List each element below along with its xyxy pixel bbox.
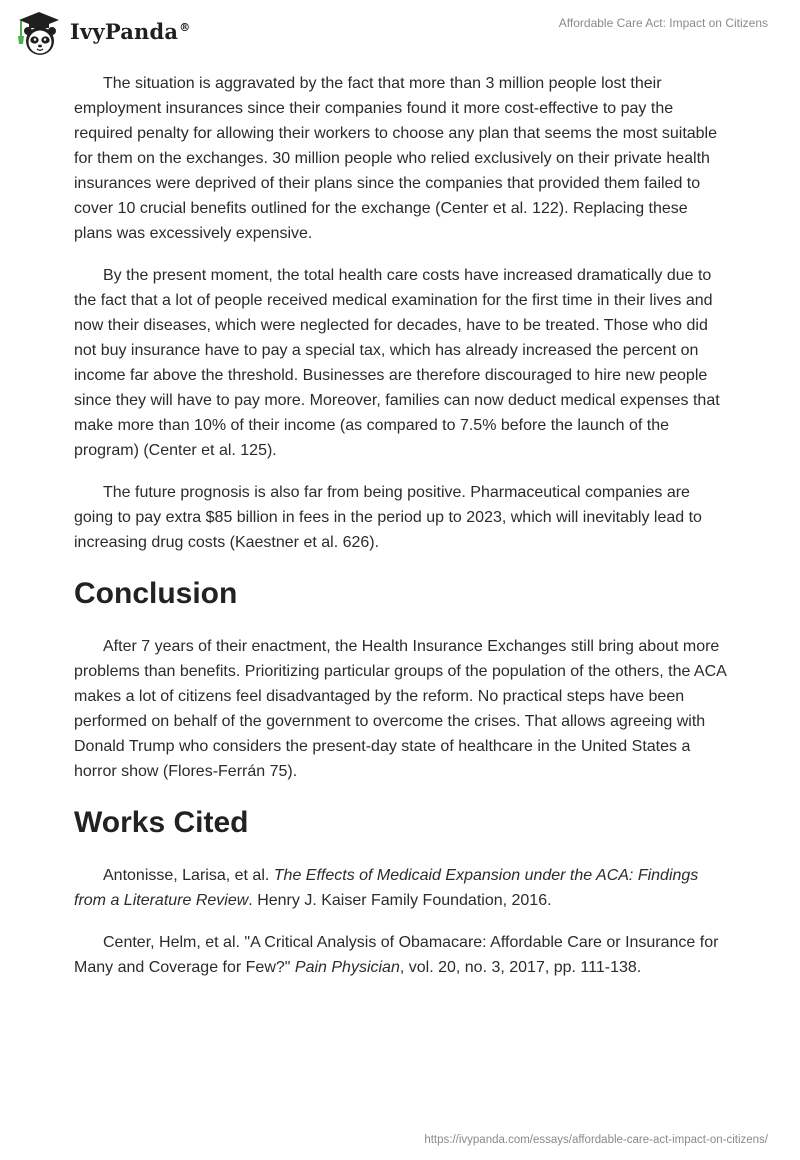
essay-content	[74, 71, 730, 997]
brand-logo[interactable]	[14, 8, 190, 58]
citation-entry: Center, Helm, et al. "A Critical Analysis of Obamacare: Affordable Care or Insurance for Many and Coverage for Few?" Pain Physician, vol. 20, no. 3, 2017, pp. 111-138.	[74, 934, 719, 976]
page-header	[0, 0, 800, 60]
conclusion-heading: Conclusion	[74, 577, 238, 610]
body-paragraph: The future prognosis is also far from being positive. Pharmaceutical companies are going to pay extra $85 billion in fees in the period up to 2023, which will inevitably lead to increasing drug costs (Kaestner et al. 626).	[74, 484, 702, 551]
body-paragraph: By the present moment, the total health care costs have increased dramatically due to the fact that a lot of people received medical examination for the first time in their lives and now their diseases, which were neglected for decades, have to be treated. Those who did not buy insurance have to pay a special tax, which has already increased the percent on income far above the threshold. Businesses are therefore discouraged to hire new people since they will have to pay more. Moreover, families can now deduct medical expenses that make more than 10% of their income (as compared to 7.5% before the launch of the program) (Center et al. 125).	[74, 267, 720, 459]
document-title: Affordable Care Act: Impact on Citizens	[558, 16, 768, 30]
source-url[interactable]: https://ivypanda.com/essays/affordable-care-act-impact-on-citizens/	[424, 1134, 768, 1146]
conclusion-paragraph: After 7 years of their enactment, the Health Insurance Exchanges still bring about more problems than benefits. Prioritizing particular groups of the population of the others, the ACA makes a lot of citizens feel disadvantaged by the reform. No practical steps have been performed on behalf of the government to overcome the crises. That allows agreeing with Donald Trump who considers the present-day state of healthcare in the United States a horror show (Flores-Ferrán 75).	[74, 638, 726, 780]
brand-name: IvyPanda®	[70, 18, 191, 44]
citation-title: The Effects of Medicaid Expansion under the ACA: Findings from a Literature Review	[74, 867, 699, 909]
body-paragraph: The situation is aggravated by the fact that more than 3 million people lost their employment insurances since their companies found it more cost-effective to pay the required penalty for allowing their workers to choose any plan that seems the most suitable for them on the exchanges. 30 million people who relied exclusively on their private health insurances were deprived of their plans since the companies that provided them failed to cover 10 crucial benefits outlined for the exchange (Center et al. 122). Replacing these plans was excessively expensive.	[74, 75, 718, 242]
citation-entry: Antonisse, Larisa, et al. The Effects of Medicaid Expansion under the ACA: Findings from a Literature Review. Henry J. Kaiser Family Foundation, 2016.	[74, 867, 699, 909]
panda-logo-icon	[14, 8, 64, 58]
citation-title: Pain Physician	[294, 959, 400, 976]
works-cited-heading: Works Cited	[74, 806, 249, 839]
